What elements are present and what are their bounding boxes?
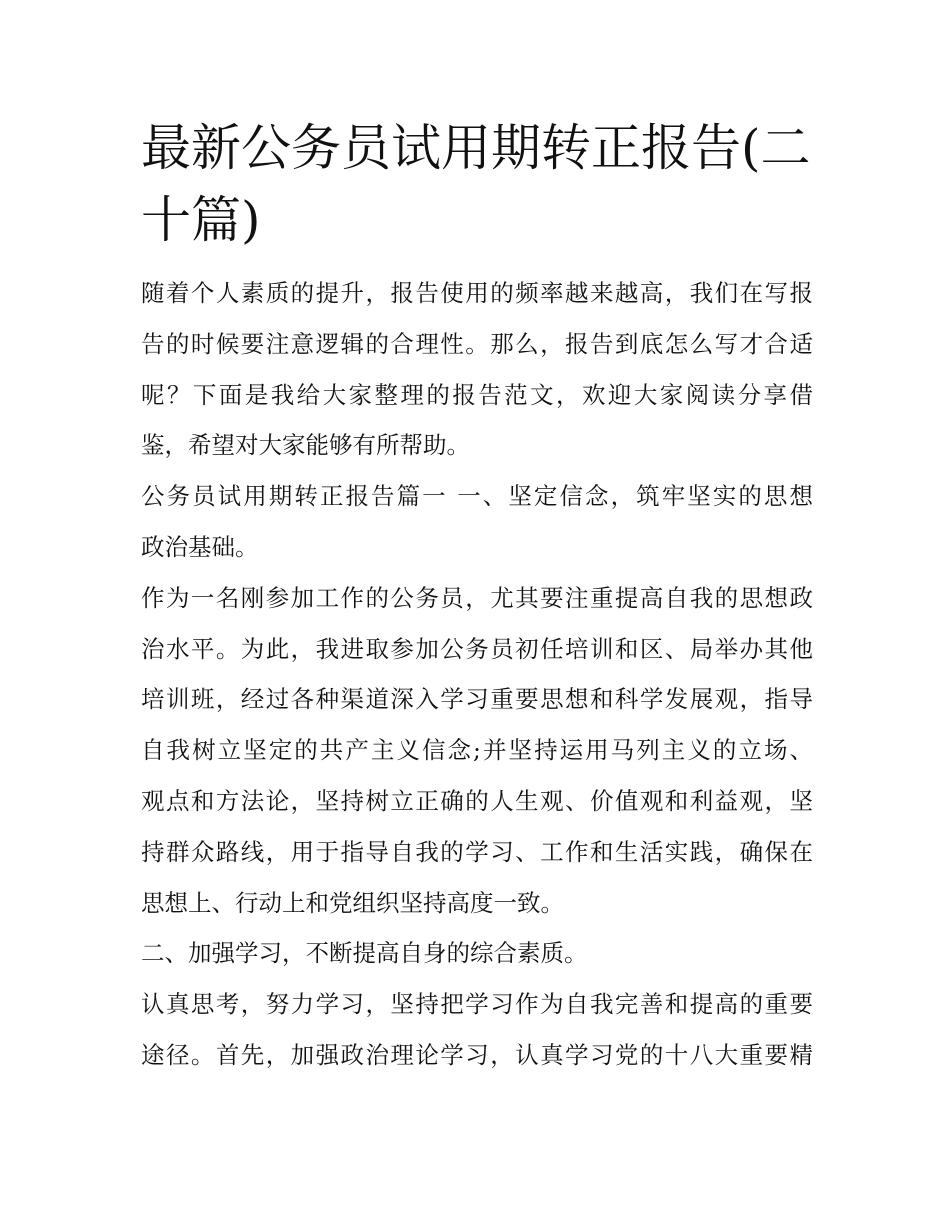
body-paragraph [141, 573, 813, 929]
document-body [141, 112, 813, 1081]
text-line: 二、加强学习，不断提高自身的综合素质。 [141, 939, 588, 968]
title-line: 十篇) [141, 191, 261, 249]
text-line: 随着个人素质的提升，报告使用的频率越来越高，我们在写报 [141, 279, 813, 307]
body-paragraph [141, 979, 813, 1081]
text-line: 观点和方法论，坚持树立正确的人生观、价值观和利益观，坚 [141, 786, 813, 815]
intro-paragraph [141, 268, 813, 471]
document-title [141, 112, 813, 256]
text-line: 政治基础。 [141, 532, 259, 561]
text-line: 作为一名刚参加工作的公务员，尤其要注重提高自我的思想政 [141, 583, 813, 612]
text-line: 呢？下面是我给大家整理的报告范文，欢迎大家阅读分享借 [141, 380, 813, 409]
text-line: 鉴，希望对大家能够有所帮助。 [141, 431, 470, 460]
text-line: 途径。首先，加强政治理论学习，认真学习党的十八大重要精 [141, 1040, 813, 1069]
title-line: 最新公务员试用期转正报告(二 [141, 119, 811, 177]
text-line: 公务员试用期转正报告篇一 一、坚定信念，筑牢坚实的思想 [141, 482, 813, 511]
text-line: 认真思考，努力学习，坚持把学习作为自我完善和提高的重要 [141, 990, 813, 1019]
text-line: 自我树立坚定的共产主义信念;并坚持运用马列主义的立场、 [141, 736, 813, 765]
text-line: 思想上、行动上和党组织坚持高度一致。 [141, 888, 564, 917]
section-heading-paragraph [141, 928, 813, 979]
text-line: 持群众路线，用于指导自我的学习、工作和生活实践，确保在 [141, 837, 813, 866]
text-line: 告的时候要注意逻辑的合理性。那么，报告到底怎么写才合适 [141, 329, 813, 358]
text-line: 培训班，经过各种渠道深入学习重要思想和科学发展观，指导 [141, 685, 813, 714]
text-line: 治水平。为此，我进取参加公务员初任培训和区、局举办其他 [141, 634, 813, 663]
section-heading-paragraph [141, 471, 813, 573]
